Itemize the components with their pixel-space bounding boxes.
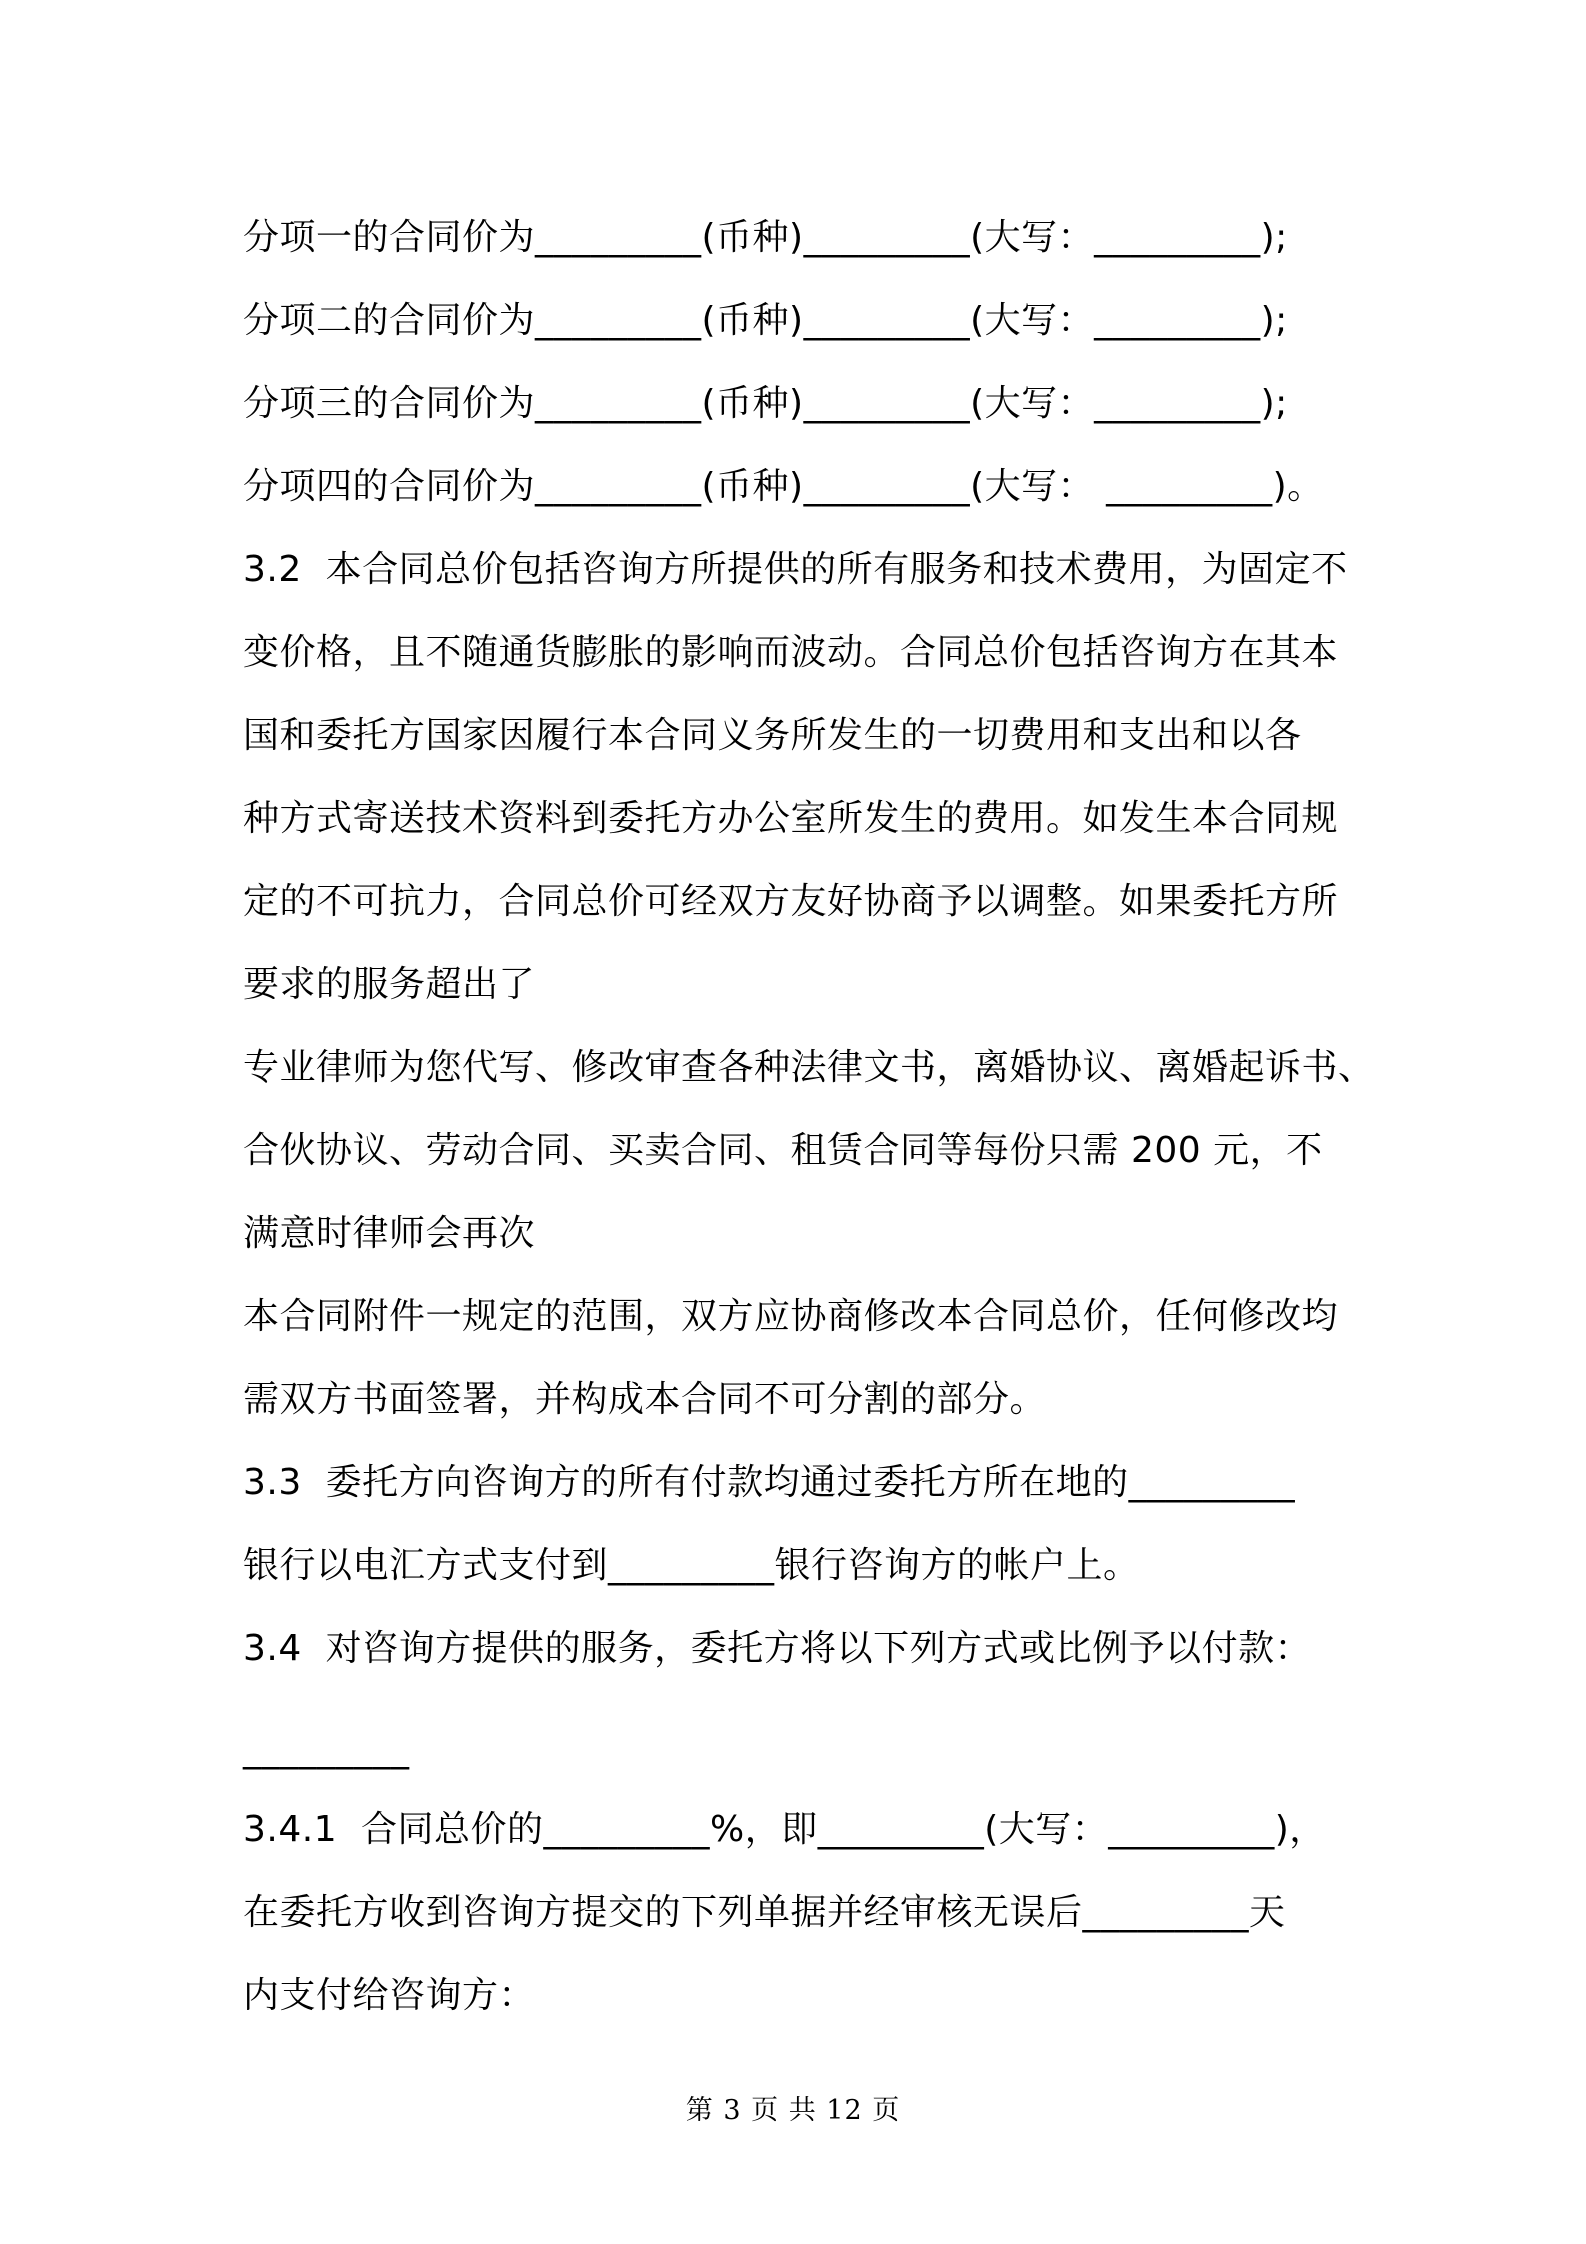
body-line: 本合同附件一规定的范围，双方应协商修改本合同总价，任何修改均 (243, 1296, 1339, 1337)
body-line: 专业律师为您代写、修改审查各种法律文书，离婚协议、离婚起诉书、 (243, 1047, 1375, 1088)
body-line: 合伙协议、劳动合同、买卖合同、租赁合同等每份只需 200 元，不 (243, 1130, 1323, 1171)
page-number-footer: 第 3 页 共 12 页 (685, 2095, 901, 2126)
body-line: 国和委托方国家因履行本合同义务所发生的一切费用和支出和以各 (243, 715, 1302, 756)
body-line: 在委托方收到咨询方提交的下列单据并经审核无误后_________天 (243, 1892, 1286, 1933)
blank-line: _________ (243, 1729, 410, 1770)
body-line: 定的不可抗力，合同总价可经双方友好协商予以调整。如果委托方所 (243, 881, 1339, 922)
body-line: 分项一的合同价为_________(币种)_________(大写：_________); (243, 217, 1288, 258)
body-line: 3.2 本合同总价包括咨询方所提供的所有服务和技术费用，为固定不 (243, 549, 1348, 590)
body-line: 分项二的合同价为_________(币种)_________(大写：_________); (243, 300, 1288, 341)
body-line: 3.3 委托方向咨询方的所有付款均通过委托方所在地的_________ (243, 1462, 1296, 1503)
document-body (243, 196, 1373, 2037)
body-line: 满意时律师会再次 (243, 1213, 536, 1254)
body-line: 银行以电汇方式支付到_________银行咨询方的帐户上。 (243, 1545, 1140, 1586)
body-line: 3.4.1 合同总价的_________%，即_________(大写：_________)， (243, 1809, 1326, 1850)
body-line: 变价格，且不随通货膨胀的影响而波动。合同总价包括咨询方在其本 (243, 632, 1339, 673)
body-line: 内支付给咨询方： (243, 1975, 536, 2016)
body-line: 3.4 对咨询方提供的服务，委托方将以下列方式或比例予以付款： (243, 1628, 1312, 1669)
body-line: 分项四的合同价为_________(币种)_________(大写： _________)。 (243, 466, 1324, 507)
body-line: 分项三的合同价为_________(币种)_________(大写：_________); (243, 383, 1288, 424)
body-line: 要求的服务超出了 (243, 964, 536, 1005)
body-line: 种方式寄送技术资料到委托方办公室所发生的费用。如发生本合同规 (243, 798, 1339, 839)
body-line: 需双方书面签署，并构成本合同不可分割的部分。 (243, 1379, 1047, 1420)
